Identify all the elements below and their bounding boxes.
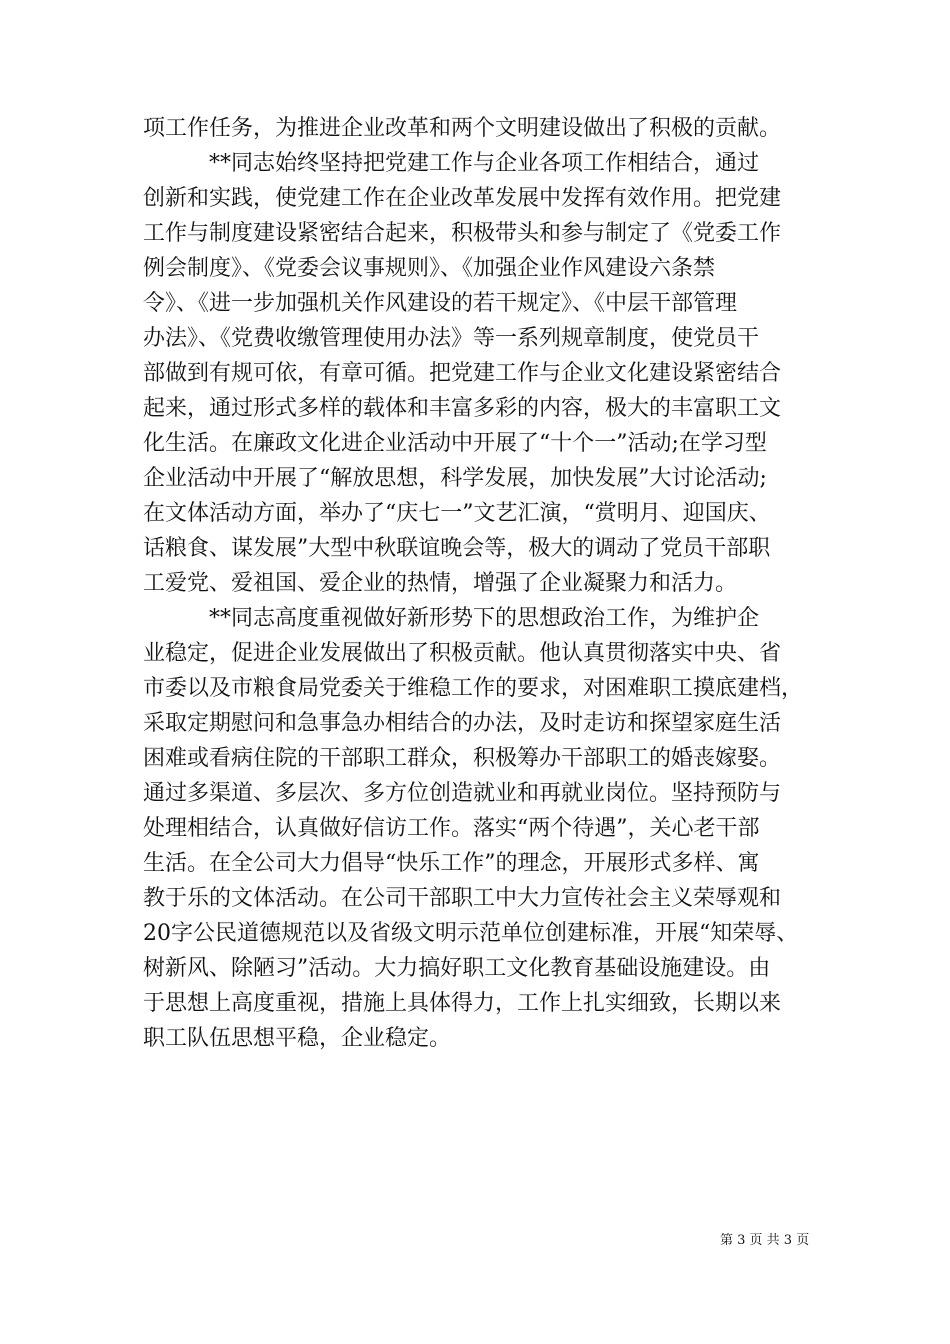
- text-line: 工爱党、爱祖国、爱企业的热情，增强了企业凝聚力和活力。: [143, 571, 738, 596]
- text-line: 化生活。在廉政文化进企业活动中开展了“十个一”活动;在学习型: [143, 431, 767, 456]
- text-line: 起来，通过形式多样的载体和丰富多彩的内容，极大的丰富职工文: [143, 396, 782, 421]
- text-line: 企业活动中开展了“解放思想，科学发展，加快发展”大讨论活动;: [143, 466, 767, 491]
- text-line: **同志始终坚持把党建工作与企业各项工作相结合，通过: [143, 151, 760, 176]
- text-line: 职工队伍思想平稳，企业稳定。: [143, 1026, 452, 1051]
- text-line: 业稳定，促进企业发展做出了积极贡献。他认真贯彻落实中央、省: [143, 641, 782, 666]
- text-line: 困难或看病住院的干部职工群众，积极筹办干部职工的婚丧嫁娶。: [143, 746, 782, 771]
- text-line: 创新和实践，使党建工作在企业改革发展中发挥有效作用。把党建: [143, 186, 782, 211]
- page-number: 第 3 页 共 3 页: [720, 1233, 810, 1248]
- text-line: 处理相结合，认真做好信访工作。落实“两个待遇”，关心老干部: [143, 816, 760, 841]
- text-line: 树新风、除陋习”活动。大力搞好职工文化教育基础设施建设。由: [143, 956, 771, 981]
- text-line: 项工作任务，为推进企业改革和两个文明建设做出了积极的贡献。: [143, 116, 782, 141]
- text-line: 市委以及市粮食局党委关于维稳工作的要求，对困难职工摸底建档，: [143, 676, 804, 701]
- text-line: 于思想上高度重视，措施上具体得力，工作上扎实细致，长期以来: [143, 991, 782, 1016]
- text-line: 通过多渠道、多层次、多方位创造就业和再就业岗位。坚持预防与: [143, 781, 782, 806]
- text-line: 生活。在全公司大力倡导“快乐工作”的理念，开展形式多样、寓: [143, 851, 760, 876]
- text-line: 教于乐的文体活动。在公司干部职工中大力宣传社会主义荣辱观和: [143, 886, 782, 911]
- text-line: 采取定期慰问和急事急办相结合的办法，及时走访和探望家庭生活: [143, 711, 782, 736]
- text-line: 工作与制度建设紧密结合起来，积极带头和参与制定了《党委工作: [143, 221, 782, 246]
- text-line: 例会制度》、《党委会议事规则》、《加强企业作风建设六条禁: [143, 256, 716, 281]
- text-line: 在文体活动方面，举办了“庆七一”文艺汇演，“赏明月、迎国庆、: [143, 501, 771, 526]
- text-line: 话粮食、谋发展”大型中秋联谊晚会等，极大的调动了党员干部职: [143, 536, 771, 561]
- text-line: 部做到有规可依，有章可循。把党建工作与企业文化建设紧密结合: [143, 361, 782, 386]
- text-line: 办法》、《党费收缴管理使用办法》等一系列规章制度，使党员干: [143, 326, 760, 351]
- text-line: 20字公民道德规范以及省级文明示范单位创建标准，开展“知荣辱、: [143, 921, 799, 946]
- text-line: 令》、《进一步加强机关作风建设的若干规定》、《中层干部管理: [143, 291, 738, 316]
- text-line: **同志高度重视做好新形势下的思想政治工作，为维护企: [143, 606, 760, 631]
